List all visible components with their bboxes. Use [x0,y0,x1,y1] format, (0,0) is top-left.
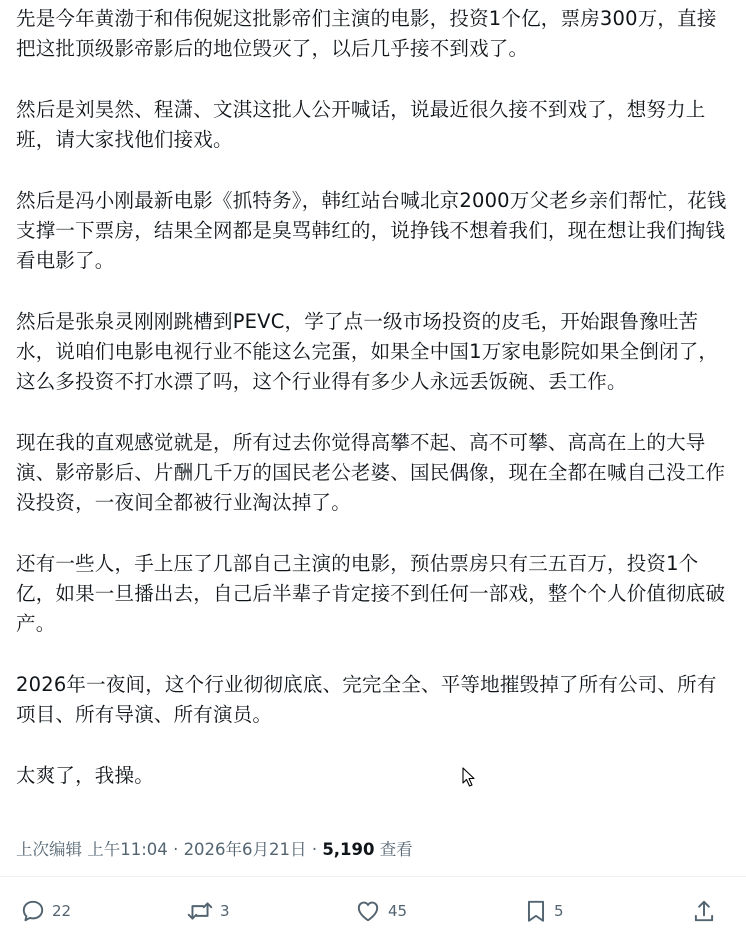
repost-count: 3 [220,902,230,920]
post-body [16,4,728,791]
divider [0,876,746,877]
reply-button[interactable] [20,898,71,924]
post-paragraph: 然后是刘昊然、程潇、文淇这批人公开喊话，说最近很久接不到戏了，想努力上班，请大家找他们接戏。 [16,98,706,151]
reply-icon [20,898,46,924]
edited-label[interactable]: 上次编辑 [16,840,82,859]
meta-separator: · [173,840,179,859]
post-meta [16,836,413,860]
like-icon [354,898,382,924]
bookmark-count: 5 [554,902,564,920]
share-button[interactable] [692,898,716,924]
views-count[interactable]: 5,190 [322,840,375,859]
post-time[interactable]: 上午11:04 [87,840,168,859]
like-button[interactable] [354,898,407,924]
views-label[interactable]: 查看 [379,840,413,859]
action-bar [0,892,746,932]
post-paragraph: 现在我的直观感觉就是，所有过去你觉得高攀不起、高不可攀、高高在上的大导演、影帝影后、片酬几千万的国民老公老婆、国民偶像，现在全都在喊自己没工作没投资，一夜间全都被行业淘汰掉了。 [16,431,726,514]
post-paragraph: 2026年一夜间，这个行业彻彻底底、完完全全、平等地摧毁掉了所有公司、所有项目、所有导演、所有演员。 [16,673,717,726]
post-paragraph: 先是今年黄渤于和伟倪妮这批影帝们主演的电影，投资1个亿，票房300万，直接把这批顶级影帝影后的地位毁灭了，以后几乎接不到戏了。 [16,7,717,60]
repost-icon [186,898,214,924]
post-paragraph: 然后是张泉灵刚刚跳槽到PEVC，学了点一级市场投资的皮毛，开始跟鲁豫吐苦水，说咱们电影电视行业不能这么完蛋，如果全中国1万家电影院如果全倒闭了，这么多投资不打水漂了吗，这个行业得有多少人永远丢饭碗、丢工作。 [16,310,719,393]
mouse-cursor-icon [462,767,476,791]
share-icon [692,898,716,924]
like-count: 45 [388,902,408,920]
bookmark-button[interactable] [524,898,564,924]
reply-count: 22 [52,902,72,920]
post-paragraph: 然后是冯小刚最新电影《抓特务》，韩红站台喊北京2000万父老乡亲们帮忙，花钱支撑一下票房，结果全网都是臭骂韩红的，说挣钱不想着我们，现在想让我们掏钱看电影了。 [16,189,727,272]
post-paragraph: 还有一些人，手上压了几部自己主演的电影，预估票房只有三五百万，投资1个亿，如果一旦播出去，自己后半辈子肯定接不到任何一部戏，整个个人价值彻底破产。 [16,552,726,635]
bookmark-icon [524,898,548,924]
repost-button[interactable] [186,898,230,924]
post-date[interactable]: 2026年6月21日 [183,840,307,859]
post-paragraph: 太爽了，我操。 [16,764,154,787]
meta-separator: · [311,840,318,859]
